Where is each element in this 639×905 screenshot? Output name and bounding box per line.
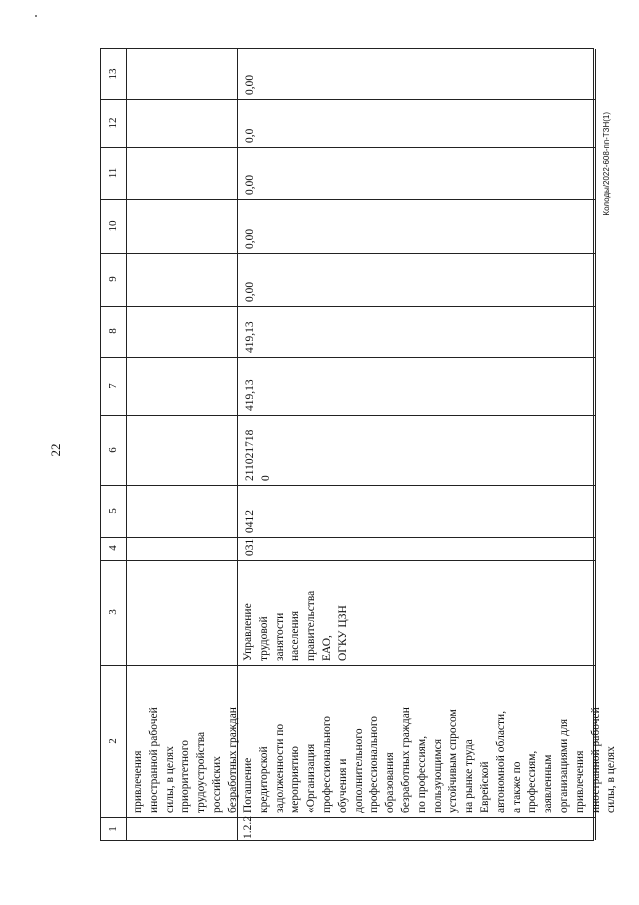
header-col-8: 8 [107, 328, 119, 334]
header-col-13: 13 [107, 68, 119, 80]
header-col-1: 1 [107, 826, 119, 832]
row2-col5: 0412 [244, 510, 256, 533]
header-col-7: 7 [107, 383, 119, 389]
scan-speck [35, 15, 37, 17]
row2-col10: 0,00 [244, 228, 256, 249]
row1-name: привлечения иностранной рабочей силы, в целях приоритетного трудоустройства российских безработных граждан [132, 707, 239, 813]
row2-name: Погашение кредиторской задолженности по мероприятию «Организация профессионального обучения и дополнительного профессионального образования безработных граждан по профессиям, пользующимся устойчивым спросом на рынке труда Еврейской автономной области, а также по профессиям, заявленным организациями для привлечения иностранной рабочей силы, в целях [242, 707, 618, 813]
row2-col7: 419,13 [244, 379, 256, 411]
row2-col9: 0,00 [244, 281, 256, 302]
header-col-10: 10 [107, 220, 119, 232]
header-col-3: 3 [107, 609, 119, 615]
row2-col8: 419,13 [244, 321, 256, 353]
row2-executor: Управление трудовой занятости населения правительства ЕАО, ОГКУ ЦЗН [242, 590, 349, 661]
row2-col12: 0,0 [244, 128, 256, 143]
row2-number: 1.2.2 [242, 816, 254, 839]
document-code: Колоды/2022-608-пп-ТЗН(1) [602, 112, 611, 216]
header-col-12: 12 [107, 117, 119, 129]
header-col-11: 11 [107, 167, 119, 179]
row2-col6: 211021718 0 [244, 429, 272, 481]
header-col-9: 9 [107, 276, 119, 282]
header-col-5: 5 [107, 508, 119, 514]
header-col-2: 2 [107, 738, 119, 744]
header-col-4: 4 [107, 545, 119, 551]
row2-col11: 0,00 [244, 174, 256, 195]
row2-col13: 0,00 [244, 74, 256, 95]
page-number: 22 [48, 443, 63, 457]
row2-col4: 031 [244, 538, 256, 556]
header-col-6: 6 [107, 447, 119, 453]
